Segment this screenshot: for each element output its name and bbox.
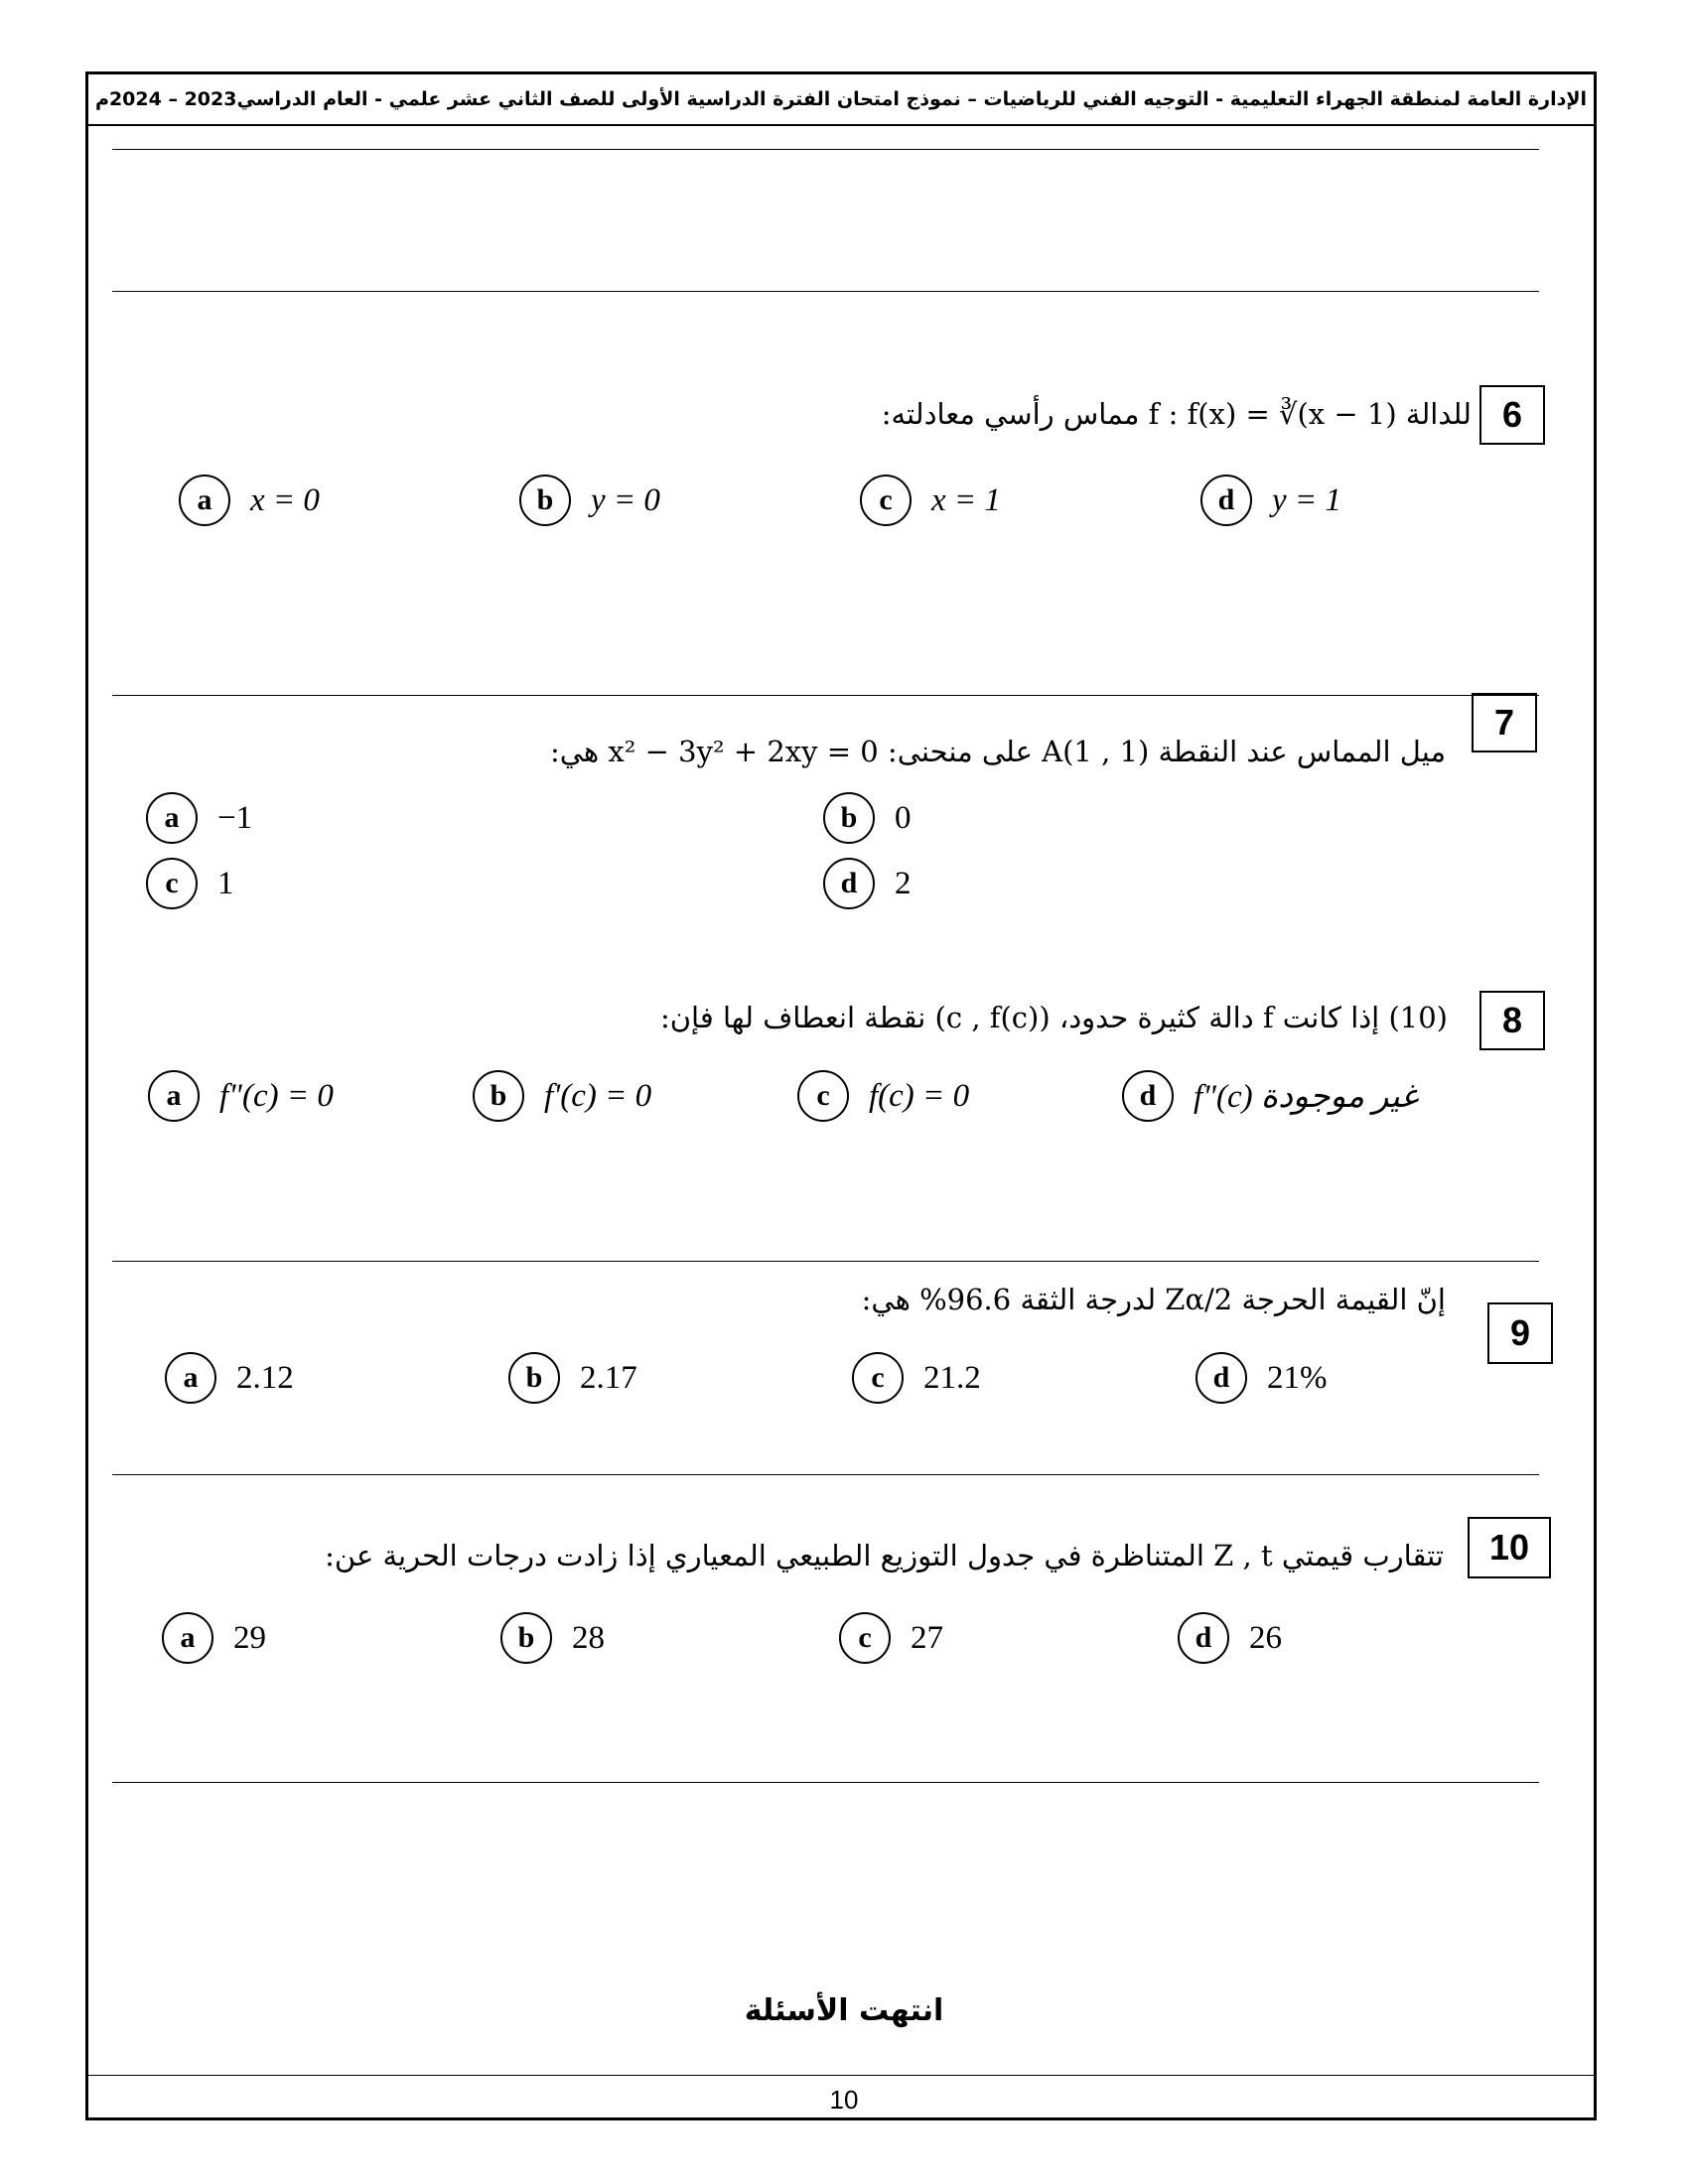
option-a[interactable] (165, 1352, 294, 1404)
option-letter: d (1196, 1352, 1247, 1404)
question-number-box: 8 (1479, 991, 1545, 1050)
option-a[interactable] (148, 1070, 334, 1122)
question-number-box: 10 (1468, 1517, 1551, 1578)
option-value: y = 1 (1272, 481, 1341, 518)
option-c[interactable] (146, 858, 234, 909)
option-value: 2.12 (236, 1359, 294, 1396)
option-letter: d (1178, 1612, 1229, 1664)
option-letter: b (508, 1352, 560, 1404)
divider (112, 291, 1539, 292)
divider (112, 1261, 1539, 1262)
option-d[interactable] (1196, 1352, 1328, 1404)
option-letter: c (146, 858, 198, 909)
option-letter: c (852, 1352, 904, 1404)
option-c[interactable] (839, 1612, 943, 1664)
option-value: f"(c) غير موجودة (1194, 1079, 1418, 1115)
option-letter: d (1122, 1070, 1174, 1122)
option-value: 2 (895, 865, 912, 901)
option-value: 27 (911, 1619, 943, 1656)
option-value: 2.17 (580, 1359, 637, 1396)
option-c[interactable] (852, 1352, 981, 1404)
option-letter: c (860, 475, 912, 526)
option-letter: c (797, 1070, 849, 1122)
question-text: (10) إذا كانت f دالة كثيرة حدود، (c , f(c)) نقطة انعطاف لها فإن: (659, 1001, 1448, 1034)
page-number: 10 (829, 2085, 859, 2115)
option-letter: b (473, 1070, 524, 1122)
option-value: f(c) = 0 (869, 1077, 970, 1114)
option-a[interactable] (179, 475, 320, 526)
option-value: 21% (1267, 1359, 1328, 1396)
option-letter: b (823, 792, 875, 844)
option-letter: c (839, 1612, 891, 1664)
option-d[interactable] (823, 858, 912, 909)
option-d[interactable] (1122, 1070, 1418, 1122)
option-d[interactable] (1200, 475, 1341, 526)
option-letter: a (148, 1070, 200, 1122)
option-value: 1 (217, 865, 234, 901)
option-letter: a (146, 792, 198, 844)
option-b[interactable] (823, 792, 912, 844)
option-value: 26 (1249, 1619, 1282, 1656)
option-letter: d (1200, 475, 1252, 526)
option-a[interactable] (146, 792, 252, 844)
option-value: 29 (233, 1619, 266, 1656)
option-letter: b (519, 475, 571, 526)
end-of-questions: انتهت الأسئلة (744, 1993, 944, 2028)
divider (112, 1474, 1539, 1475)
divider (112, 1782, 1539, 1783)
divider (112, 695, 1539, 696)
option-b[interactable] (508, 1352, 637, 1404)
question-text: إنّ القيمة الحرجة Zα/2 لدرجة الثقة 96.6% هي: (861, 1283, 1446, 1316)
question-text: ميل المماس عند النقطة A(1 , 1) على منحنى: x² − 3y² + 2xy = 0 هي: (549, 735, 1446, 768)
option-letter: a (179, 475, 230, 526)
option-letter: a (162, 1612, 213, 1664)
option-letter: a (165, 1352, 216, 1404)
option-value: 21.2 (923, 1359, 981, 1396)
option-letter: d (823, 858, 875, 909)
option-value: y = 0 (591, 481, 660, 518)
option-value: 0 (895, 799, 912, 836)
option-letter: b (500, 1612, 552, 1664)
page-header: الإدارة العامة لمنطقة الجهراء التعليمية - التوجيه الفني للرياضيات – نموذج امتحان الفترة الدراسية الأولى للصف الثاني عشر علمي - العام الدراسي2023 – 2024م (88, 74, 1594, 126)
option-c[interactable] (860, 475, 1001, 526)
option-d[interactable] (1178, 1612, 1282, 1664)
option-value: f'(c) = 0 (544, 1077, 652, 1114)
option-b[interactable] (473, 1070, 651, 1122)
question-text: تتقارب قيمتي Z , t المتناظرة في جدول التوزيع الطبيعي المعياري إذا زادت درجات الحرية عن: (325, 1539, 1444, 1572)
option-value: x = 0 (250, 481, 320, 518)
question-text: للدالة f : f(x) = ∛(x − 1) مماس رأسي معادلته: (881, 397, 1472, 431)
option-b[interactable] (500, 1612, 605, 1664)
question-number-box: 7 (1472, 693, 1537, 752)
option-value: f"(c) = 0 (219, 1077, 334, 1114)
option-value: −1 (217, 799, 253, 836)
divider (112, 149, 1539, 150)
question-number-box: 6 (1479, 385, 1545, 445)
option-a[interactable] (162, 1612, 266, 1664)
option-b[interactable] (519, 475, 660, 526)
question-number-box: 9 (1487, 1302, 1553, 1364)
option-value: 28 (572, 1619, 605, 1656)
option-c[interactable] (797, 1070, 969, 1122)
footer-divider (88, 2075, 1594, 2076)
option-value: x = 1 (931, 481, 1001, 518)
